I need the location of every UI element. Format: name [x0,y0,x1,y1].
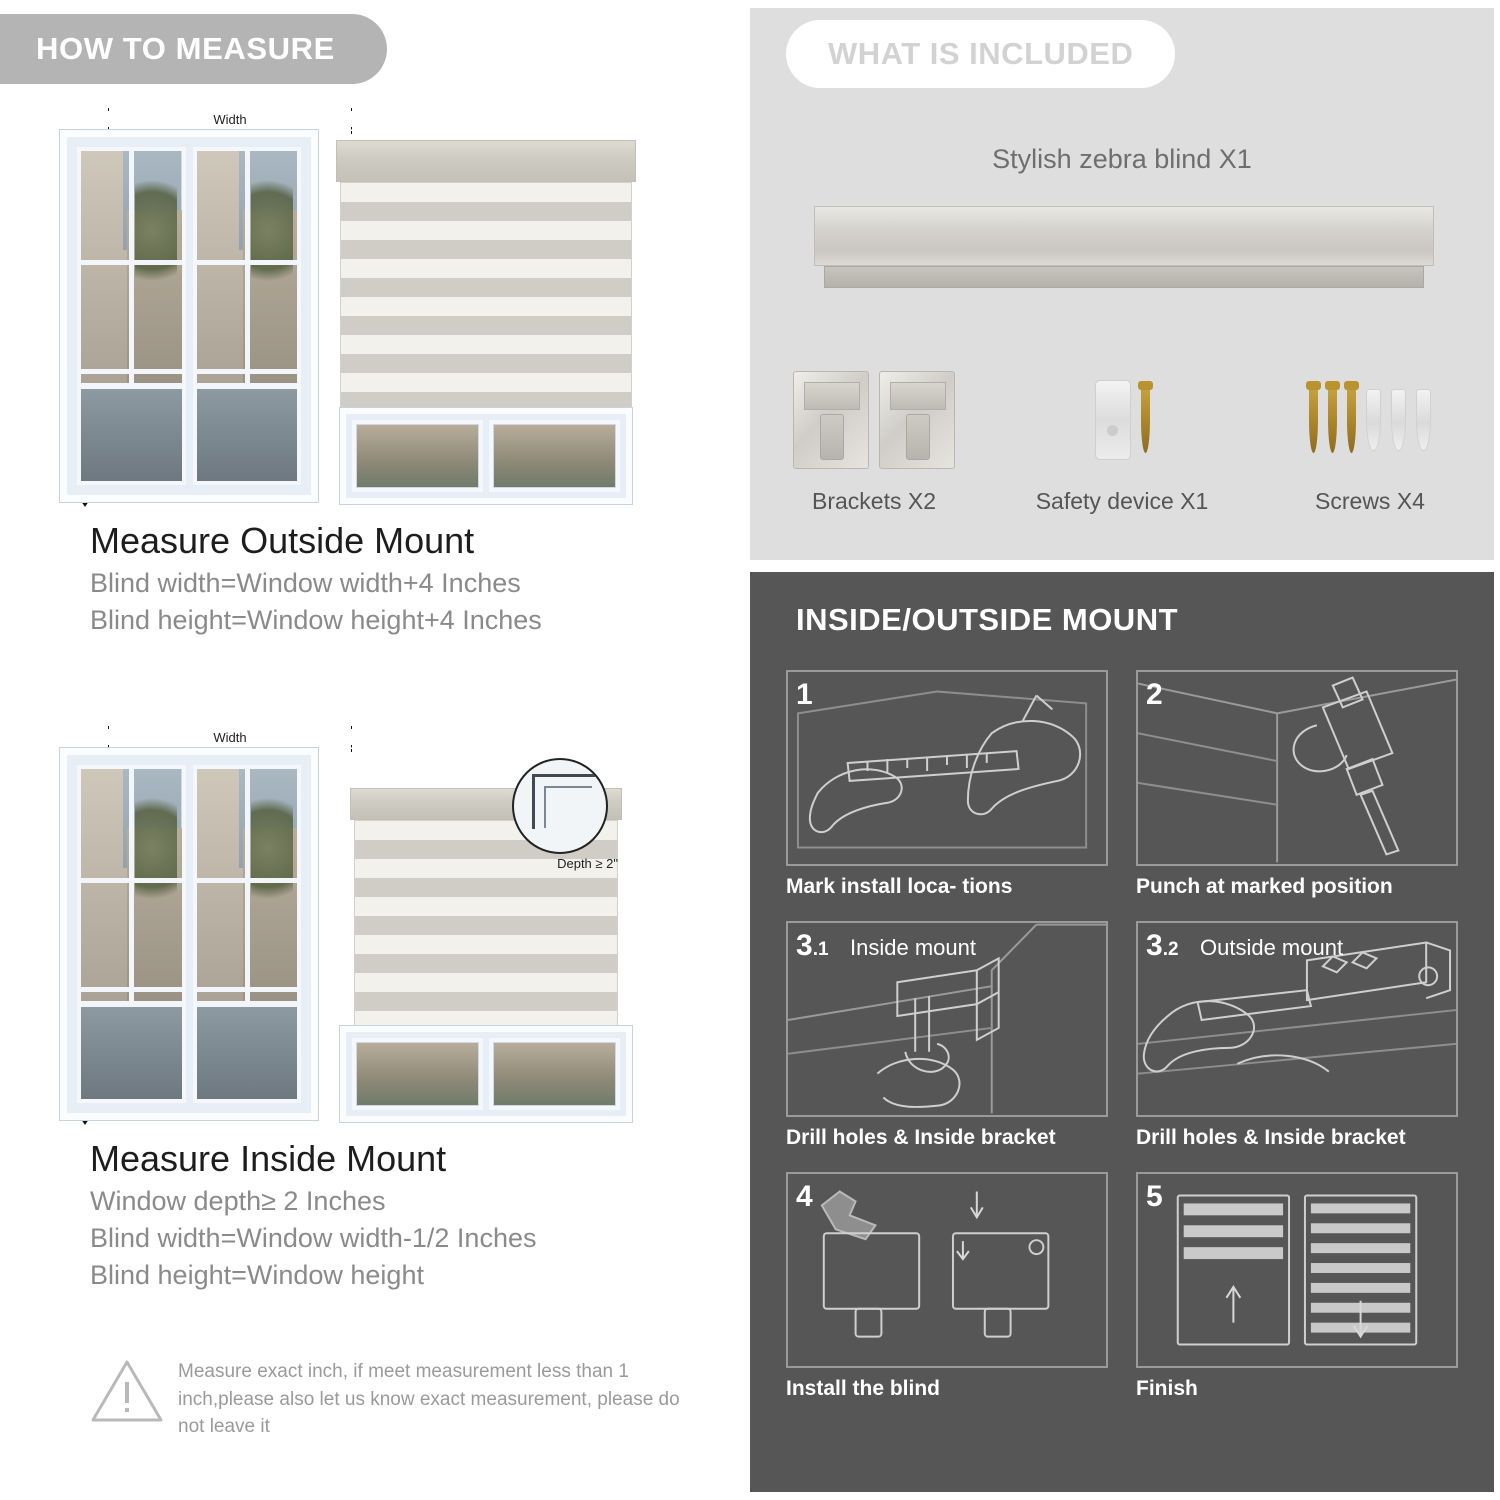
window-below-pane-right [489,420,620,492]
step-3-1-number: 3.1 [796,929,829,962]
window-pane-right [193,147,302,485]
depth-label: Depth ≥ 2" [557,856,618,871]
safety-device-image [998,360,1246,480]
step-3-2-number: 3.2 [1146,929,1179,962]
step-5-frame [1136,1172,1458,1368]
install-step-4 [786,1172,1108,1401]
inside-width-dimension [100,718,360,744]
warning-triangle-icon [90,1358,162,1420]
inside-mount-block [0,718,740,1291]
step-3-2-caption: Drill holes & Inside bracket [1136,1126,1406,1149]
outside-mount-blind-illustration [336,130,636,502]
blind-rail-top [814,206,1434,266]
window-pane-left-inside [77,765,186,1103]
inside-mount-blind-illustration [336,748,636,1120]
step-4-caption: Install the blind [786,1377,941,1400]
what-is-included-tab: WHAT IS INCLUDED [786,20,1175,88]
inside-mount-line-1: Window depth≥ 2 Inches [90,1186,386,1216]
right-column [740,0,1500,1500]
window-below-pane-left [352,420,483,492]
inside-outside-mount-panel [750,572,1494,1492]
wall-anchor-icon-1 [1366,389,1381,451]
window-pane-right-inside [193,765,302,1103]
install-steps-grid [786,670,1458,1401]
step-3-2-subtitle: Outside mount [1200,935,1344,960]
window-illustration-inside [60,748,318,1120]
depth-corner-inner [544,786,592,828]
step-1-number: 1 [796,678,813,711]
outside-mount-line-2: Blind height=Window height+4 Inches [90,605,542,635]
window-below-pane-right-2 [489,1038,620,1110]
how-to-measure-banner: HOW TO MEASURE [0,14,387,84]
window-panes-inside [77,765,301,1103]
wall-anchor-icon-2 [1391,389,1406,451]
step-3-1-subtitle: Inside mount [850,935,976,960]
brackets-image [750,360,998,480]
install-step-2 [1136,670,1458,899]
blind-headrail [336,140,636,182]
screws-image [1246,360,1494,480]
lower-sash-right-2 [197,1001,298,1099]
part-label-brackets: Brackets X2 [812,488,936,514]
outside-width-label: Width [100,112,360,127]
window-below-blind [340,408,632,504]
install-step-3-2 [1136,921,1458,1150]
bracket-icon-2 [879,371,955,469]
screw-icon-3 [1347,387,1356,453]
step-5-caption: Finish [1136,1377,1198,1400]
blind-fabric-inside [354,820,618,1030]
install-step-1 [786,670,1108,899]
measurement-note-text: Measure exact inch, if meet measurement less than 1 inch,please also let us know exact measurement, please do not leave it [178,1361,680,1438]
zebra-blind-product-image [814,206,1434,298]
how-to-measure-column [0,0,740,1500]
step-3-1-caption: Drill holes & Inside bracket [786,1126,1056,1149]
step-2-caption: Punch at marked position [1136,875,1393,898]
safety-device-icon [1095,380,1131,460]
outside-mount-block [0,100,740,636]
step-3-2-frame [1136,921,1458,1117]
lower-sash-left-2 [81,1001,182,1099]
outside-mount-line-1: Blind width=Window width+4 Inches [90,568,521,598]
bracket-icon-1 [793,371,869,469]
inside-width-label: Width [100,730,360,745]
wall-anchor-icon-3 [1416,389,1431,451]
what-is-included-panel [750,8,1494,560]
measurement-note [90,1358,690,1441]
lower-sash-left [81,383,182,481]
step-4-frame [786,1172,1108,1368]
part-label-screws: Screws X4 [1315,488,1425,514]
screw-icon-0 [1141,387,1150,453]
step-1-frame [786,670,1108,866]
blind-rail-bottom [824,266,1424,288]
window-panes [77,147,301,485]
part-screws [1246,360,1494,515]
step-3-1-frame [786,921,1108,1117]
inside-outside-mount-tab: INSIDE/OUTSIDE MOUNT [774,586,1220,654]
inside-mount-line-3: Blind height=Window height [90,1260,424,1290]
step-5-number: 5 [1146,1180,1163,1213]
window-below-blind-inside [340,1026,632,1122]
blind-fabric [340,182,632,410]
step-1-sketch [788,672,1106,864]
part-brackets [750,360,998,515]
included-product-title: Stylish zebra blind X1 [992,144,1252,174]
part-label-safety: Safety device X1 [1035,488,1209,514]
window-illustration [60,130,318,502]
outside-mount-title: Measure Outside Mount [90,520,475,561]
window-pane-left [77,147,186,485]
included-parts-row [750,360,1494,515]
lower-sash-right [197,383,298,481]
outside-mount-illustrations [60,130,740,502]
step-2-sketch [1138,672,1456,864]
step-2-number: 2 [1146,678,1163,711]
install-step-5 [1136,1172,1458,1401]
step-5-sketch [1138,1174,1456,1366]
screw-icon-1 [1309,387,1318,453]
step-4-number: 4 [796,1180,813,1213]
install-step-3-1 [786,921,1108,1150]
inside-mount-illustrations [60,748,740,1120]
depth-callout-circle [512,758,608,854]
window-below-pane-left-2 [352,1038,483,1110]
inside-mount-title: Measure Inside Mount [90,1138,447,1179]
inside-mount-line-2: Blind width=Window width-1/2 Inches [90,1223,537,1253]
outside-width-dimension [100,100,360,126]
step-1-caption: Mark install loca- tions [786,875,1013,898]
part-safety-device [998,360,1246,515]
screw-icon-2 [1328,387,1337,453]
step-2-frame [1136,670,1458,866]
step-4-sketch [788,1174,1106,1366]
